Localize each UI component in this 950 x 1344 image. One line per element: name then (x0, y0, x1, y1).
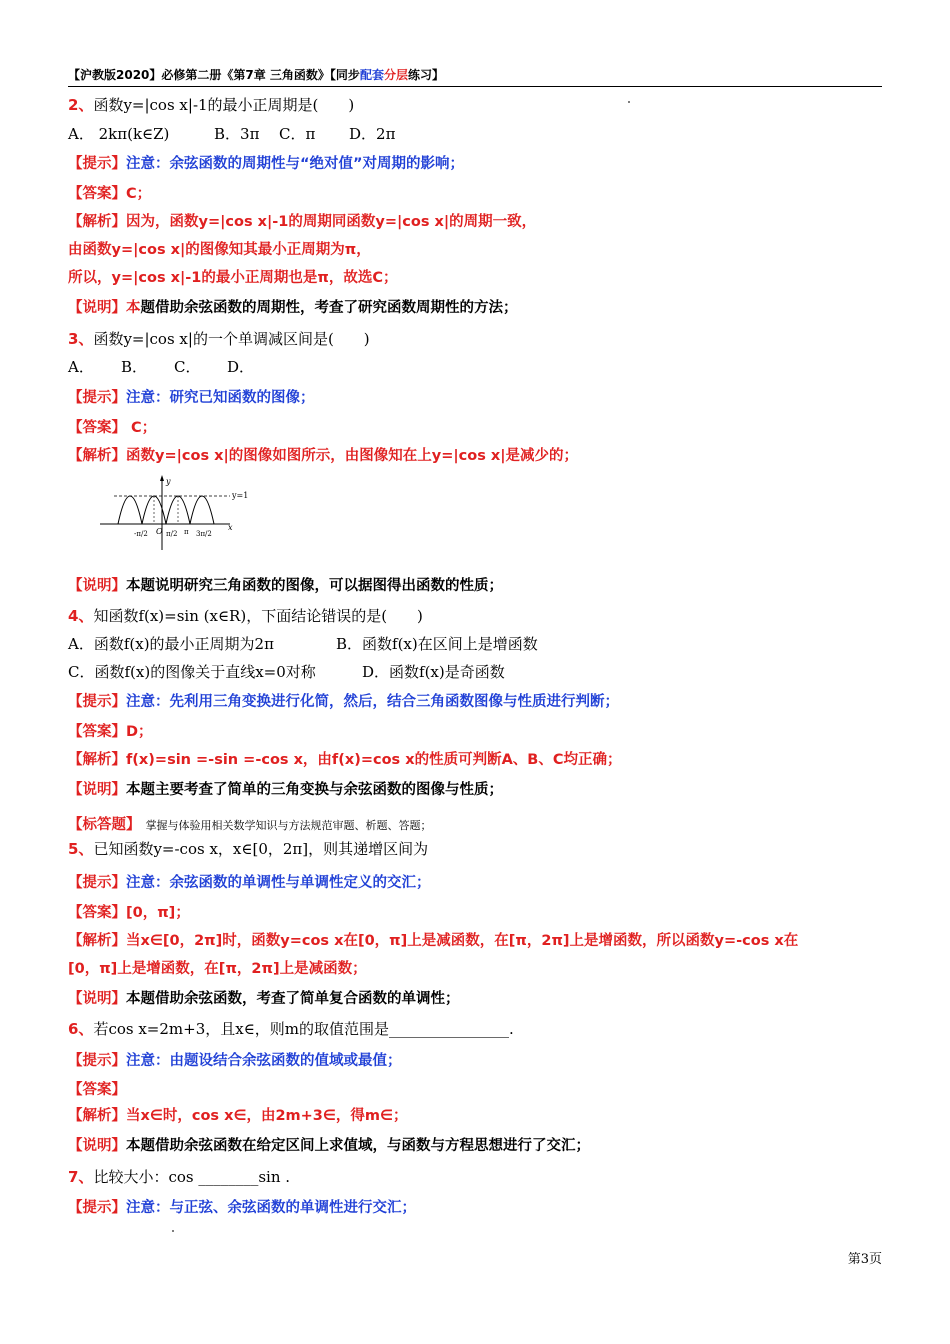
q6-hint: 【提示】注意：由题设结合余弦函数的值域或最值； (68, 1053, 402, 1069)
header-highlight-blue: 配套 (359, 68, 384, 82)
q4-answer: 【答案】D； (68, 724, 153, 740)
q6-answer: 【答案】 (68, 1082, 126, 1098)
q4-option-b: B．函数f(x)在区间上是增函数 (336, 635, 538, 653)
q5-note: 【说明】本题借助余弦函数，考查了简单复合函数的单调性； (68, 991, 460, 1007)
q6-analysis: 【解析】当x∈时，cos x∈，由2m+3∈，得m∈； (68, 1108, 408, 1124)
q6-note: 【说明】本题借助余弦函数在给定区间上求值域，与函数与方程思想进行了交汇； (68, 1138, 590, 1154)
q2-analysis-3: 所以，y=|cos x|-1的最小正周期也是π，故选C； (68, 270, 398, 286)
header-rule (68, 86, 882, 87)
q2-answer: 【答案】C； (68, 186, 152, 202)
abs-cos-graph (96, 472, 258, 552)
q4-label: 【标答题】 掌握与体验用相关数学知识与方法规范审题、析题、答题； (68, 817, 432, 833)
x-axis-label: x (228, 523, 233, 532)
q2-option-b: B．3π (214, 125, 260, 143)
q2-note: 【说明】本题借助余弦函数的周期性，考查了研究函数周期性的方法； (68, 300, 518, 316)
q3-note: 【说明】本题说明研究三角函数的图像，可以据图得出函数的性质； (68, 578, 503, 594)
q4-stem: 4、知函数f(x)=sin (x∈R)，下面结论错误的是( ) (68, 607, 423, 625)
q4-note: 【说明】本题主要考查了简单的三角变换与余弦函数的图像与性质； (68, 782, 503, 798)
q5-analysis-2: [0，π]上是增函数，在[π，2π]上是减函数； (68, 961, 367, 977)
q4-option-c: C．函数f(x)的图像关于直线x=0对称 (68, 663, 316, 681)
q3-hint: 【提示】注意：研究已知函数的图像； (68, 390, 315, 406)
q3-option-d: D． (227, 358, 255, 376)
q4-option-d: D．函数f(x)是奇函数 (362, 663, 505, 681)
page-header (68, 66, 882, 83)
q4-analysis: 【解析】f(x)=sin =-sin =-cos x，由f(x)=cos x的性质可判断A、B、C均正确； (68, 752, 622, 768)
page-number: 第3页 (847, 1252, 882, 1267)
q2-stem: 2、函数y=|cos x|-1的最小正周期是( ) (68, 96, 355, 114)
q2-option-c: C．π (279, 125, 316, 143)
y-axis-label: y (166, 477, 171, 486)
origin-label: O (156, 527, 163, 536)
tick-neg-pi-half: -π/2 (134, 530, 148, 538)
q4-hint: 【提示】注意：先利用三角变换进行化简，然后，结合三角函数图像与性质进行判断； (68, 694, 619, 710)
q6-stem: 6、若cos x=2m+3，且x∈，则m的取值范围是________________. (68, 1020, 514, 1038)
stray-dot (172, 1230, 174, 1232)
q4-options-ab (68, 634, 538, 654)
q3-option-b: B． (121, 358, 148, 376)
q2-option-d: D．2π (349, 125, 396, 143)
q5-hint: 【提示】注意：余弦函数的单调性与单调性定义的交汇； (68, 875, 431, 891)
header-title: 【沪教版2020】必修第二册《第7章 三角函数》【同步 (68, 68, 360, 82)
tick-3pi-half: 3π/2 (196, 530, 212, 538)
tick-pi-half: π/2 (166, 530, 178, 538)
abs-cos-curve (118, 496, 214, 524)
y-equals-1-label: y=1 (232, 491, 249, 500)
q3-option-a: A． (68, 358, 94, 376)
y-axis-arrow (160, 475, 164, 481)
q7-stem: 7、比较大小：cos ________sin . (68, 1168, 291, 1186)
q4-options-cd (68, 662, 505, 682)
q3-option-c: C． (174, 358, 201, 376)
header-suffix: 练习】 (407, 68, 444, 82)
q2-analysis-1: 【解析】因为，函数y=|cos x|-1的周期同函数y=|cos x|的周期一致， (68, 214, 537, 230)
q3-stem: 3、函数y=|cos x|的一个单调减区间是( ) (68, 330, 370, 348)
stray-dot (628, 101, 630, 103)
q5-stem: 5、已知函数y=-cos x，x∈[0，2π]，则其递增区间为 (68, 840, 429, 858)
q7-hint: 【提示】注意：与正弦、余弦函数的单调性进行交汇； (68, 1200, 416, 1216)
q5-answer: 【答案】[0，π]； (68, 905, 190, 921)
q2-analysis-2: 由函数y=|cos x|的图像知其最小正周期为π， (68, 242, 371, 258)
q2-options (68, 124, 395, 144)
q4-option-a: A．函数f(x)的最小正周期为2π (68, 635, 274, 653)
header-highlight-red: 分层 (383, 68, 408, 82)
tick-pi: π (184, 528, 189, 536)
q3-options (68, 357, 254, 377)
q2-hint: 【提示】注意：余弦函数的周期性与“绝对值”对周期的影响； (68, 156, 465, 172)
q3-answer: 【答案】 C； (68, 420, 157, 436)
q2-option-a: A． 2kπ(k∈Z) (68, 125, 170, 143)
q3-analysis: 【解析】函数y=|cos x|的图像如图所示，由图像知在上y=|cos x|是减少的； (68, 448, 579, 464)
q5-analysis-1: 【解析】当x∈[0，2π]时，函数y=cos x在[0，π]上是减函数，在[π，2π]上是增函数，所以函数y=-cos x在 (68, 933, 799, 949)
